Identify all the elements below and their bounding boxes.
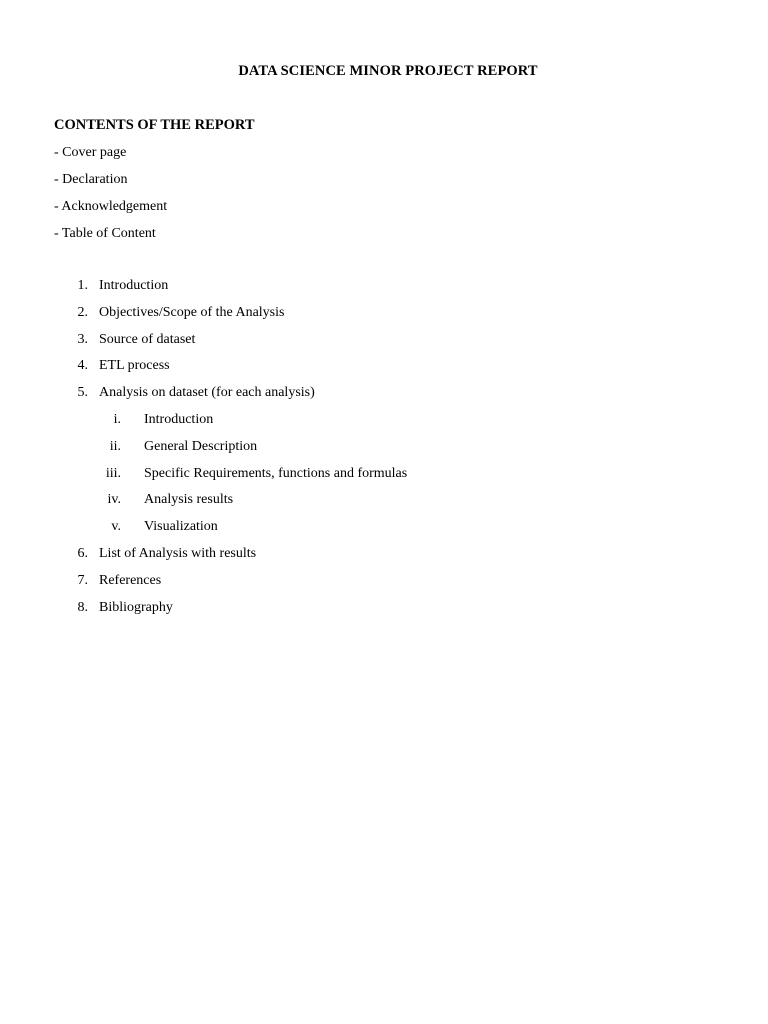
front-matter-item: - Declaration xyxy=(54,172,128,187)
toc-item xyxy=(0,545,768,572)
toc-subitem xyxy=(0,438,768,465)
toc-item-number: 6. xyxy=(77,545,88,561)
toc-item-number: 5. xyxy=(77,385,88,401)
toc-item-number: 1. xyxy=(77,278,88,293)
toc-item-number: 2. xyxy=(77,304,88,320)
toc-item-number: 7. xyxy=(77,572,88,588)
contents-heading: CONTENTS OF THE REPORT xyxy=(54,117,255,133)
toc-subitem-number: i. xyxy=(113,411,121,427)
toc-subitem-label: Analysis results xyxy=(144,492,234,508)
toc-item xyxy=(0,277,768,304)
toc-item-number: 8. xyxy=(77,599,88,615)
toc-item-label: ETL process xyxy=(99,358,170,374)
toc-item-number: 3. xyxy=(77,331,88,347)
toc-subitem xyxy=(0,491,768,518)
toc-subitem-number: iv. xyxy=(107,492,121,508)
front-matter-item: - Acknowledgement xyxy=(54,199,168,214)
toc-item xyxy=(0,384,768,411)
toc-item-label: List of Analysis with results xyxy=(99,545,257,561)
toc-item-label: Objectives/Scope of the Analysis xyxy=(99,304,285,320)
toc-subitem-label: General Description xyxy=(144,438,258,454)
front-matter-item: - Table of Content xyxy=(54,226,156,241)
toc-item xyxy=(0,572,768,599)
toc-item-label: Source of dataset xyxy=(99,331,196,347)
toc-item xyxy=(0,599,768,626)
toc-subitem-label: Visualization xyxy=(144,519,218,535)
front-matter-list xyxy=(54,144,167,252)
toc-item xyxy=(0,357,768,384)
toc-item xyxy=(0,304,768,331)
toc-item-number: 4. xyxy=(77,358,88,374)
toc-subitem-label: Introduction xyxy=(144,411,214,427)
toc-subitem xyxy=(0,465,768,492)
toc-subitem-number: ii. xyxy=(109,438,121,454)
toc-subitem xyxy=(0,518,768,545)
table-of-contents-list xyxy=(0,277,768,625)
toc-subitem-number: v. xyxy=(111,519,121,535)
toc-subitem-label: Specific Requirements, functions and formulas xyxy=(144,465,408,481)
front-matter-item: - Cover page xyxy=(54,145,127,160)
toc-item-label: Introduction xyxy=(99,278,169,293)
toc-subitem xyxy=(0,411,768,438)
toc-subitem-number: iii. xyxy=(105,465,121,481)
toc-item-label: Analysis on dataset (for each analysis) xyxy=(99,385,315,401)
toc-item-label: References xyxy=(99,572,162,588)
toc-item-label: Bibliography xyxy=(99,599,173,615)
toc-item xyxy=(0,331,768,358)
page-title: DATA SCIENCE MINOR PROJECT REPORT xyxy=(238,63,538,79)
